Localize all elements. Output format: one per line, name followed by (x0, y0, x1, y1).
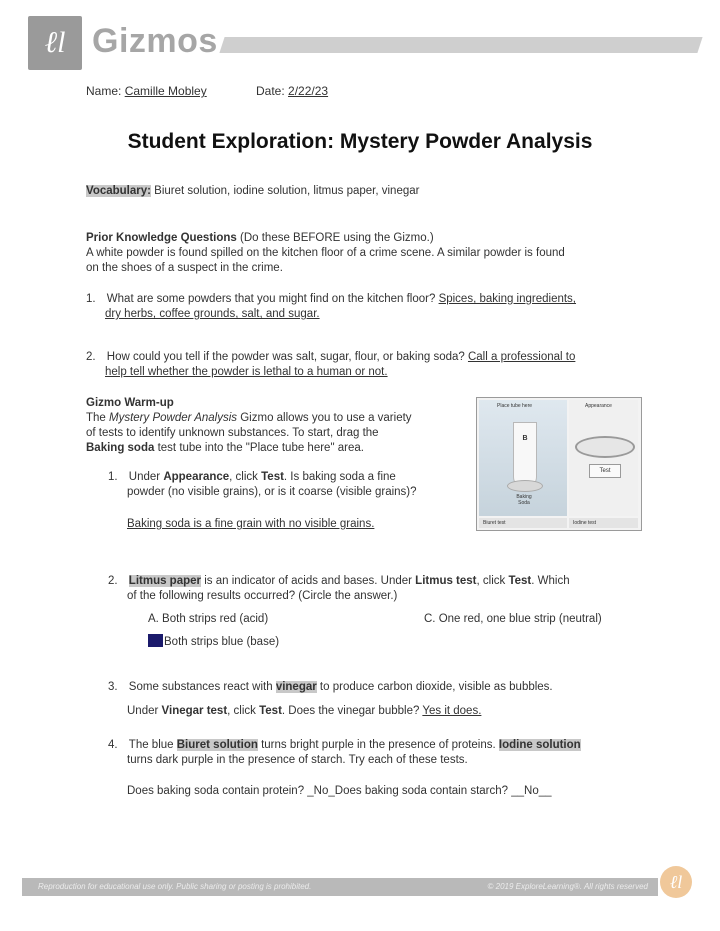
question-text-continued: of the following results occurred? (Circle the answer.) (127, 590, 398, 602)
prior-heading-line (86, 231, 646, 246)
question-text: How could you tell if the powder was salt, sugar, flour, or baking soda? (106, 351, 468, 363)
date-label: Date: (256, 84, 285, 98)
appearance-panel (569, 400, 638, 516)
baking-soda-tube (513, 422, 537, 488)
question-number: 4. (108, 739, 118, 751)
petri-dish (575, 436, 635, 458)
question-number: 3. (108, 681, 118, 693)
place-tube-label: Place tube here (497, 403, 533, 409)
gizmo-name: Mystery Powder Analysis (109, 412, 238, 424)
question-number: 2. (108, 575, 118, 587)
text-run: , click (227, 705, 260, 717)
option-b-label: Both strips blue (base) (164, 636, 280, 648)
vocabulary-terms: Biuret solution, iodine solution, litmus paper, vinegar (150, 185, 420, 197)
appearance-label: Appearance (585, 403, 612, 409)
warmup-line-1 (86, 411, 466, 426)
question-text (129, 681, 553, 693)
question-number: 1. (108, 471, 118, 483)
biuret-solution-term: Biuret solution (176, 739, 258, 751)
question-text (129, 575, 570, 587)
warmup-question-3 (108, 680, 648, 719)
footer-rights: © 2019 ExploreLearning®. All rights reserved (487, 882, 648, 891)
text-run: , click (476, 575, 509, 587)
footer-bar (22, 878, 658, 896)
answer-text: Spices, baking ingredients, (438, 293, 577, 305)
iodine-test-tab: Iodine test (569, 518, 638, 528)
text-run: The blue (128, 739, 177, 751)
litmus-test-term: Litmus test (415, 575, 477, 587)
prior-heading: Prior Knowledge Questions (86, 232, 237, 244)
text-run: Some substances react with (128, 681, 276, 693)
vocabulary-label: Vocabulary: (86, 185, 151, 197)
prior-question-2 (86, 350, 646, 380)
warmup-heading: Gizmo Warm-up (86, 397, 174, 409)
tube-stand (507, 480, 543, 492)
text-run: Under (128, 471, 164, 483)
text-run: The (86, 412, 110, 424)
question-text (129, 739, 581, 751)
text-run: Gizmo allows you to use a variety (237, 412, 412, 424)
name-label: Name: (86, 84, 122, 98)
warmup-intro (86, 396, 466, 456)
gizmo-simulation-image (476, 397, 642, 531)
warmup-line-3 (86, 441, 466, 456)
page-title: Student Exploration: Mystery Powder Analysis (127, 130, 593, 153)
question-text: What are some powders that you might find on the kitchen floor? (106, 293, 439, 305)
question-subtext (127, 704, 648, 719)
litmus-paper-term: Litmus paper (128, 575, 202, 587)
warmup-question-2 (108, 574, 648, 604)
explorelearning-footer-logo: ℓl (660, 866, 692, 898)
appearance-term: Appearance (163, 471, 230, 483)
question-number: 2. (86, 351, 96, 363)
question-text-continued: powder (no visible grains), or is it coarse (visible grains)? (127, 486, 417, 498)
name-field (86, 84, 207, 98)
place-tube-panel (479, 400, 567, 516)
footer-copyright-notice: Reproduction for educational use only. Public sharing or posting is prohibited. (38, 882, 312, 891)
text-run: is an indicator of acids and bases. Under (201, 575, 416, 587)
text-run: to produce carbon dioxide, visible as bubbles. (316, 681, 553, 693)
answer-text: Baking soda is a fine grain with no visible grains. (127, 518, 375, 530)
explorelearning-logo: ℓl (28, 16, 82, 70)
answer-text-continued: help tell whether the powder is lethal to a human or not. (105, 366, 388, 378)
biuret-test-tab: Biuret test (479, 518, 567, 528)
vinegar-term: vinegar (275, 681, 317, 693)
warmup-line-2: of tests to identify unknown substances. To start, drag the (86, 427, 379, 439)
answer-line: Does baking soda contain protein? _No_Does baking soda contain starch? __No__ (127, 785, 552, 797)
baking-soda-term: Baking soda (86, 442, 155, 454)
tube-caption: Baking Soda (516, 494, 532, 506)
question-number: 1. (86, 293, 96, 305)
text-run: . Is baking soda a fine (283, 471, 396, 483)
selected-answer-marker (148, 634, 163, 647)
warmup-question-4 (108, 738, 668, 799)
answer-text: Call a professional to (467, 351, 576, 363)
test-term: Test (508, 575, 532, 587)
iodine-solution-term: Iodine solution (498, 739, 581, 751)
header-bar (219, 37, 702, 53)
option-b[interactable] (148, 634, 279, 650)
text-run: . Which (531, 575, 570, 587)
test-term: Test (259, 705, 282, 717)
prior-paragraph-2: on the shoes of a suspect in the crime. (86, 262, 283, 274)
prior-question-1 (86, 292, 646, 322)
date-field (256, 84, 328, 98)
text-run: , click (229, 471, 262, 483)
option-c[interactable]: C. One red, one blue strip (neutral) (424, 613, 602, 625)
question-text (129, 471, 396, 483)
text-run: test tube into the "Place tube here" area. (154, 442, 364, 454)
prior-note: (Do these BEFORE using the Gizmo.) (236, 232, 434, 244)
sim-test-button: Test (589, 464, 621, 478)
vocabulary-line (86, 184, 419, 199)
date-value: 2/22/23 (288, 84, 329, 98)
option-a[interactable]: A. Both strips red (acid) (148, 613, 269, 625)
test-term: Test (261, 471, 284, 483)
answer-text: Yes it does. (422, 705, 482, 717)
prior-paragraph-1: A white powder is found spilled on the kitchen floor of a crime scene. A similar powder is found (86, 247, 565, 259)
gizmos-brand: Gizmos (92, 22, 218, 60)
text-run: turns bright purple in the presence of proteins. (257, 739, 499, 751)
text-run: . Does the vinegar bubble? (281, 705, 423, 717)
answer-text-continued: dry herbs, coffee grounds, salt, and sugar. (105, 308, 320, 320)
text-run: Under (127, 705, 162, 717)
prior-knowledge-section (86, 231, 646, 276)
warmup-question-1 (108, 470, 468, 532)
vinegar-test-term: Vinegar test (161, 705, 228, 717)
name-value: Camille Mobley (124, 84, 207, 98)
question-text-continued: turns dark purple in the presence of starch. Try each of these tests. (127, 754, 468, 766)
tube-letter: B (522, 435, 528, 442)
